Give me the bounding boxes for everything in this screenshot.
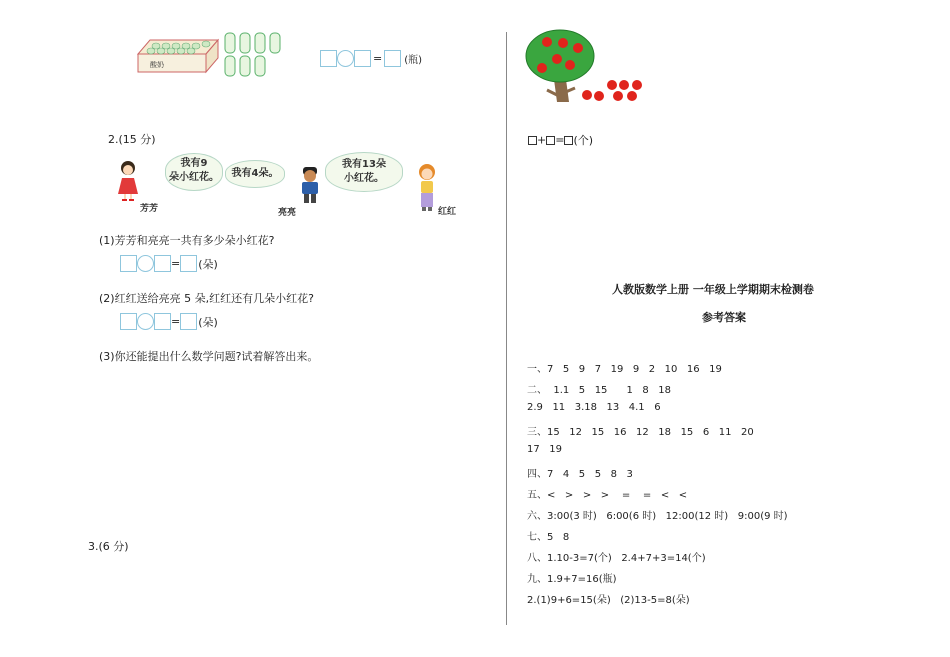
sub-question-2-formula bbox=[120, 311, 218, 330]
sub-question-2: (2)红红送给亮亮 5 朵,红红还有几朵小红花? bbox=[99, 292, 314, 305]
equals-sign: = bbox=[171, 315, 181, 328]
name-fangfang: 芳芳 bbox=[140, 204, 159, 214]
answer-box[interactable] bbox=[384, 50, 401, 67]
answer-line-7: 五、< > > > = = < < bbox=[527, 490, 688, 501]
apple-tree-illustration bbox=[525, 28, 650, 104]
equals-sign: = bbox=[555, 133, 565, 147]
answer-line-6: 四、7 4 5 5 8 3 bbox=[527, 469, 633, 480]
answer-box[interactable] bbox=[120, 313, 137, 330]
answer-line-10: 八、1.10-3=7(个) 2.4+7+3=14(个) bbox=[527, 553, 706, 564]
name-honghong: 红红 bbox=[438, 207, 457, 217]
answer-box[interactable] bbox=[180, 313, 197, 330]
question-2-title: 2.(15 分) bbox=[108, 133, 156, 146]
answer-box[interactable] bbox=[528, 136, 537, 145]
answer-line-12: 2.(1)9+6=15(朵) (2)13-5=8(朵) bbox=[527, 595, 690, 606]
unit-label: (个) bbox=[573, 134, 594, 147]
sub-question-1-formula bbox=[120, 253, 218, 272]
column-divider bbox=[506, 32, 507, 625]
answer-line-9: 七、5 8 bbox=[527, 532, 570, 543]
yogurt-bottles-illustration bbox=[222, 31, 284, 79]
answer-box[interactable] bbox=[546, 136, 555, 145]
boy-liangliang-icon bbox=[298, 166, 322, 206]
yogurt-crate-label: 酸奶 bbox=[150, 61, 164, 69]
yogurt-crate-illustration bbox=[136, 36, 222, 76]
answer-box[interactable] bbox=[154, 255, 171, 272]
equals-sign: = bbox=[373, 52, 383, 65]
equals-sign: = bbox=[171, 257, 181, 270]
answer-line-4: 三、15 12 15 16 12 18 15 6 11 20 bbox=[527, 427, 754, 438]
speech-bubble-liangliang: 我有4朵。 bbox=[225, 160, 285, 188]
answer-line-8: 六、3:00(3 时) 6:00(6 时) 12:00(12 时) 9:00(9 时) bbox=[527, 511, 788, 522]
answer-line-2: 二、 1.1 5 15 1 8 18 bbox=[527, 385, 672, 396]
sub-question-1: (1)芳芳和亮亮一共有多少朵小红花? bbox=[99, 234, 275, 247]
unit-label: (朵) bbox=[198, 315, 218, 329]
answer-key-subtitle: 参考答案 bbox=[702, 311, 746, 324]
unit-label: (朵) bbox=[198, 257, 218, 271]
question-3-title: 3.(6 分) bbox=[88, 540, 129, 553]
name-liangliang: 亮亮 bbox=[278, 208, 297, 218]
plus-sign: + bbox=[537, 133, 547, 147]
girl-honghong-icon bbox=[414, 163, 440, 213]
girl-fangfang-icon bbox=[116, 160, 140, 202]
answer-box[interactable] bbox=[320, 50, 337, 67]
answer-box[interactable] bbox=[354, 50, 371, 67]
answer-box[interactable] bbox=[120, 255, 137, 272]
answer-line-11: 九、1.9+7=16(瓶) bbox=[527, 574, 617, 585]
answer-line-5: 17 19 bbox=[527, 444, 562, 455]
answer-line-1: 一、7 5 9 7 19 9 2 10 16 19 bbox=[527, 364, 722, 375]
unit-label: (瓶) bbox=[404, 55, 423, 66]
operator-circle[interactable] bbox=[137, 313, 154, 330]
answer-line-3: 2.9 11 3.18 13 4.1 6 bbox=[527, 402, 661, 413]
operator-circle[interactable] bbox=[137, 255, 154, 272]
yogurt-formula bbox=[320, 48, 422, 67]
speech-bubble-honghong: 我有13朵 小红花。 bbox=[325, 152, 403, 192]
answer-box[interactable] bbox=[154, 313, 171, 330]
operator-circle[interactable] bbox=[337, 50, 354, 67]
speech-bubble-fangfang: 我有9 朵小红花。 bbox=[165, 153, 223, 191]
answer-key-title: 人教版数学上册 一年级上学期期末检测卷 bbox=[612, 283, 814, 296]
sub-question-3: (3)你还能提出什么数学问题?试着解答出来。 bbox=[99, 350, 319, 363]
answer-box[interactable] bbox=[180, 255, 197, 272]
apple-formula bbox=[528, 132, 593, 148]
